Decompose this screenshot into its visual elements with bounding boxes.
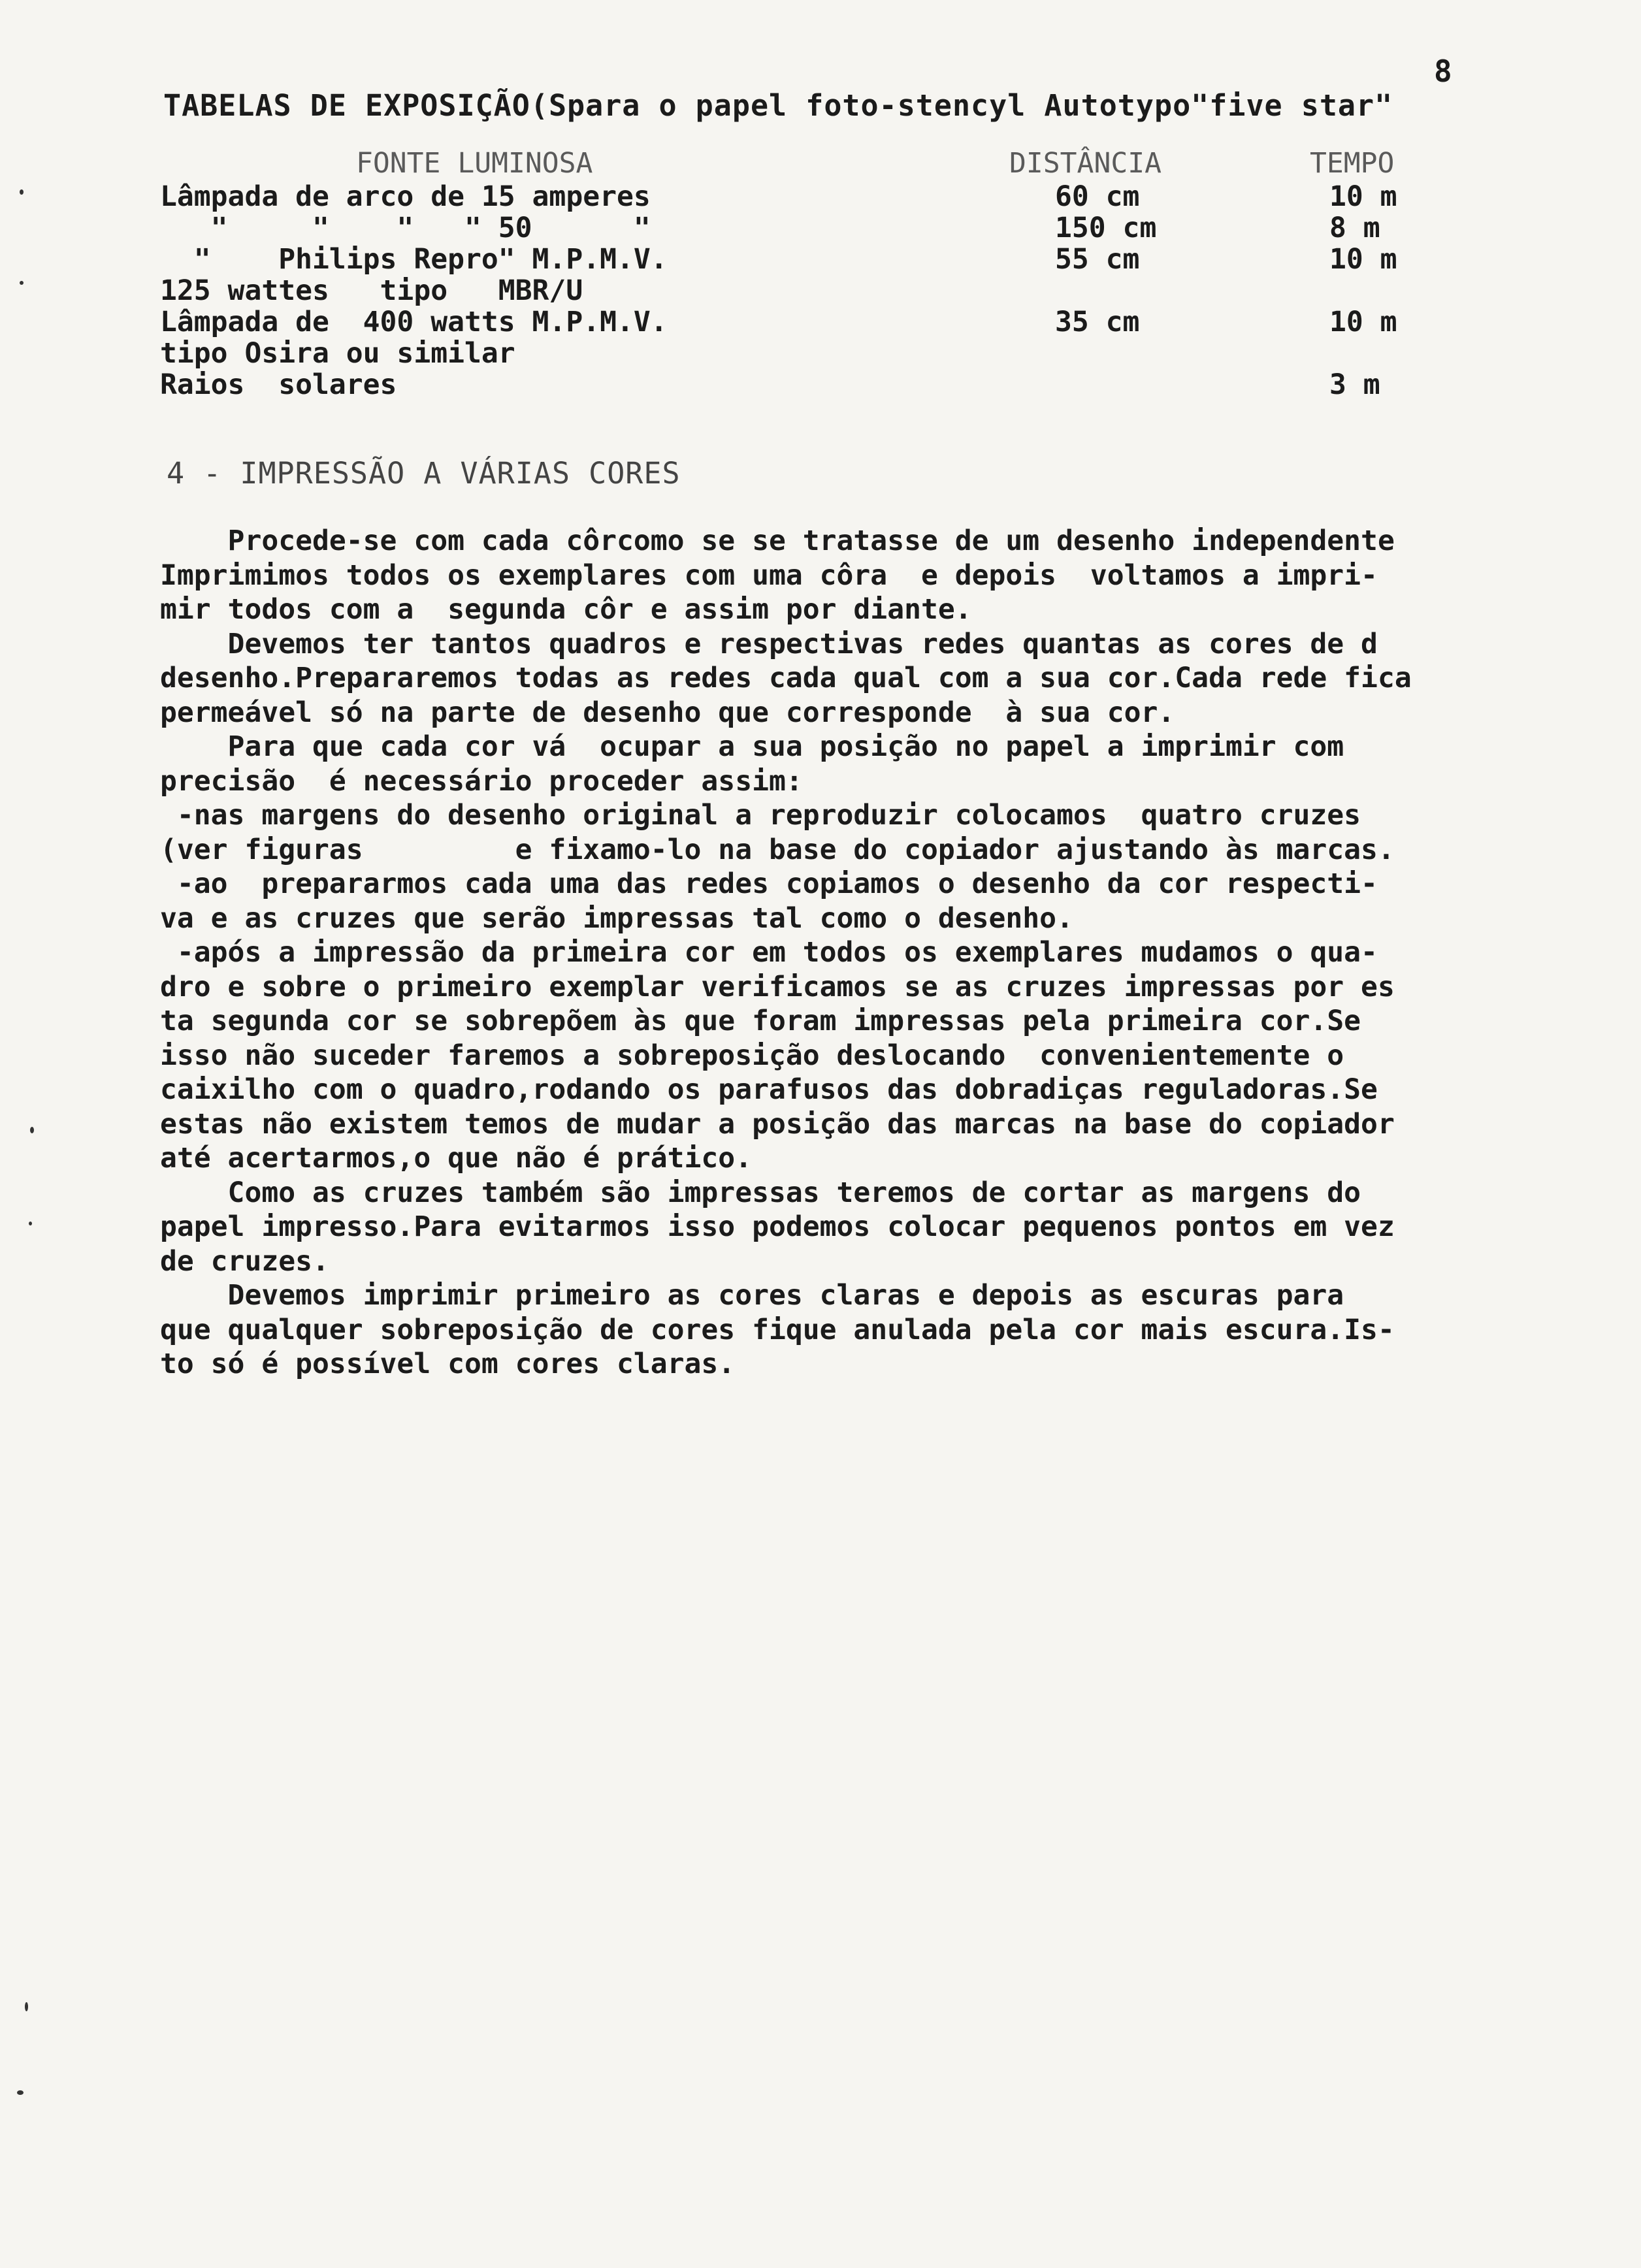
text-line: Procede-se com cada côrcomo se se tratasse de um desenho independente bbox=[160, 525, 1395, 557]
document-title: TABELAS DE EXPOSIÇÃO(Spara o papel foto-stencyl Autotypo"five star" bbox=[163, 88, 1393, 123]
text-line: isso não suceder faremos a sobreposição deslocando convenientemente o bbox=[160, 1039, 1344, 1072]
header-distance: DISTÂNCIA bbox=[1009, 147, 1162, 180]
scan-speck bbox=[25, 2002, 28, 2011]
text-line: to só é possível com cores claras. bbox=[160, 1348, 736, 1380]
text-line: de cruzes. bbox=[160, 1244, 329, 1278]
scan-speck bbox=[20, 189, 24, 195]
text-line: Imprimimos todos os exemplares com uma côra e depois voltamos a impri- bbox=[160, 559, 1378, 592]
text-line: Como as cruzes também são impressas teremos de cortar as margens do bbox=[160, 1176, 1361, 1209]
cell-source: Lâmpada de 400 watts M.P.M.V. bbox=[160, 306, 668, 338]
table-row bbox=[160, 244, 1401, 275]
text-line: caixilho com o quadro,rodando os parafusos das dobradiças reguladoras.Se bbox=[160, 1073, 1378, 1106]
cell-distance bbox=[911, 275, 1212, 306]
text-line: precisão é necessário proceder assim: bbox=[160, 764, 803, 798]
scan-speck bbox=[20, 281, 24, 285]
table-row bbox=[160, 338, 1401, 369]
table-row bbox=[160, 212, 1401, 244]
header-source: FONTE LUMINOSA bbox=[356, 147, 593, 180]
cell-distance bbox=[911, 338, 1212, 369]
cell-time: 8 m bbox=[1329, 212, 1380, 244]
text-line: Devemos imprimir primeiro as cores claras e depois as escuras para bbox=[160, 1279, 1344, 1312]
text-line: -nas margens do desenho original a reproduzir colocamos quatro cruzes bbox=[160, 799, 1361, 832]
cell-time bbox=[1212, 338, 1401, 369]
text-line: estas não existem temos de mudar a posição das marcas na base do copiador bbox=[160, 1107, 1395, 1141]
section-heading: 4 - IMPRESSÃO A VÁRIAS CORES bbox=[167, 456, 681, 491]
table-row bbox=[160, 306, 1401, 338]
text-line: va e as cruzes que serão impressas tal como o desenho. bbox=[160, 901, 1073, 935]
cell-source: tipo Osira ou similar bbox=[160, 337, 515, 370]
text-line: Devemos ter tantos quadros e respectivas redes quantas as cores de d bbox=[160, 627, 1378, 660]
scan-speck bbox=[30, 1127, 34, 1133]
cell-time: 10 m bbox=[1329, 180, 1397, 213]
cell-distance: 150 cm bbox=[1055, 212, 1157, 244]
cell-distance: 55 cm bbox=[1055, 243, 1140, 276]
cell-time: 3 m bbox=[1329, 368, 1380, 401]
text-line: (ver figuras e fixamo-lo na base do copiador ajustando às marcas. bbox=[160, 833, 1395, 866]
cell-source: " Philips Repro" M.P.M.V. bbox=[160, 243, 668, 276]
cell-source: Raios solares bbox=[160, 368, 397, 401]
text-line: mir todos com a segunda côr e assim por diante. bbox=[160, 593, 972, 626]
cell-source: " " " " 50 " bbox=[160, 212, 651, 244]
table-header bbox=[160, 147, 1401, 181]
cell-source: 125 wattes tipo MBR/U bbox=[160, 274, 583, 307]
text-line: que qualquer sobreposição de cores fique anulada pela cor mais escura.Is- bbox=[160, 1313, 1395, 1346]
cell-distance: 35 cm bbox=[1055, 306, 1140, 338]
exposure-table bbox=[160, 147, 1401, 400]
text-line: papel impresso.Para evitarmos isso podemos colocar pequenos pontos em vez bbox=[160, 1210, 1395, 1243]
cell-time: 10 m bbox=[1329, 306, 1397, 338]
text-line: até acertarmos,o que não é prático. bbox=[160, 1142, 753, 1174]
text-line: dro e sobre o primeiro exemplar verificamos se as cruzes impressas por es bbox=[160, 970, 1395, 1003]
table-row bbox=[160, 181, 1401, 212]
text-line: Para que cada cor vá ocupar a sua posição no papel a imprimir com bbox=[160, 730, 1344, 763]
cell-time: 10 m bbox=[1329, 243, 1397, 276]
text-line: permeável só na parte de desenho que corresponde à sua cor. bbox=[160, 696, 1175, 729]
page-number: 8 bbox=[1434, 54, 1452, 89]
cell-source: Lâmpada de arco de 15 amperes bbox=[160, 180, 651, 213]
table-row bbox=[160, 275, 1401, 306]
text-line: desenho.Prepararemos todas as redes cada qual com a sua cor.Cada rede fica bbox=[160, 662, 1412, 694]
text-line: ta segunda cor se sobrepõem às que foram impressas pela primeira cor.Se bbox=[160, 1005, 1361, 1037]
cell-distance bbox=[911, 369, 1212, 400]
text-line: -após a impressão da primeira cor em todos os exemplares mudamos o qua- bbox=[160, 936, 1378, 969]
text-line: -ao prepararmos cada uma das redes copiamos o desenho da cor respecti- bbox=[160, 867, 1378, 900]
scan-speck bbox=[29, 1222, 32, 1225]
body-text bbox=[160, 524, 1604, 1382]
header-time: TEMPO bbox=[1310, 147, 1395, 180]
cell-distance: 60 cm bbox=[1055, 180, 1140, 213]
cell-time bbox=[1212, 275, 1401, 306]
table-row bbox=[160, 369, 1401, 400]
scan-speck bbox=[17, 2090, 24, 2095]
